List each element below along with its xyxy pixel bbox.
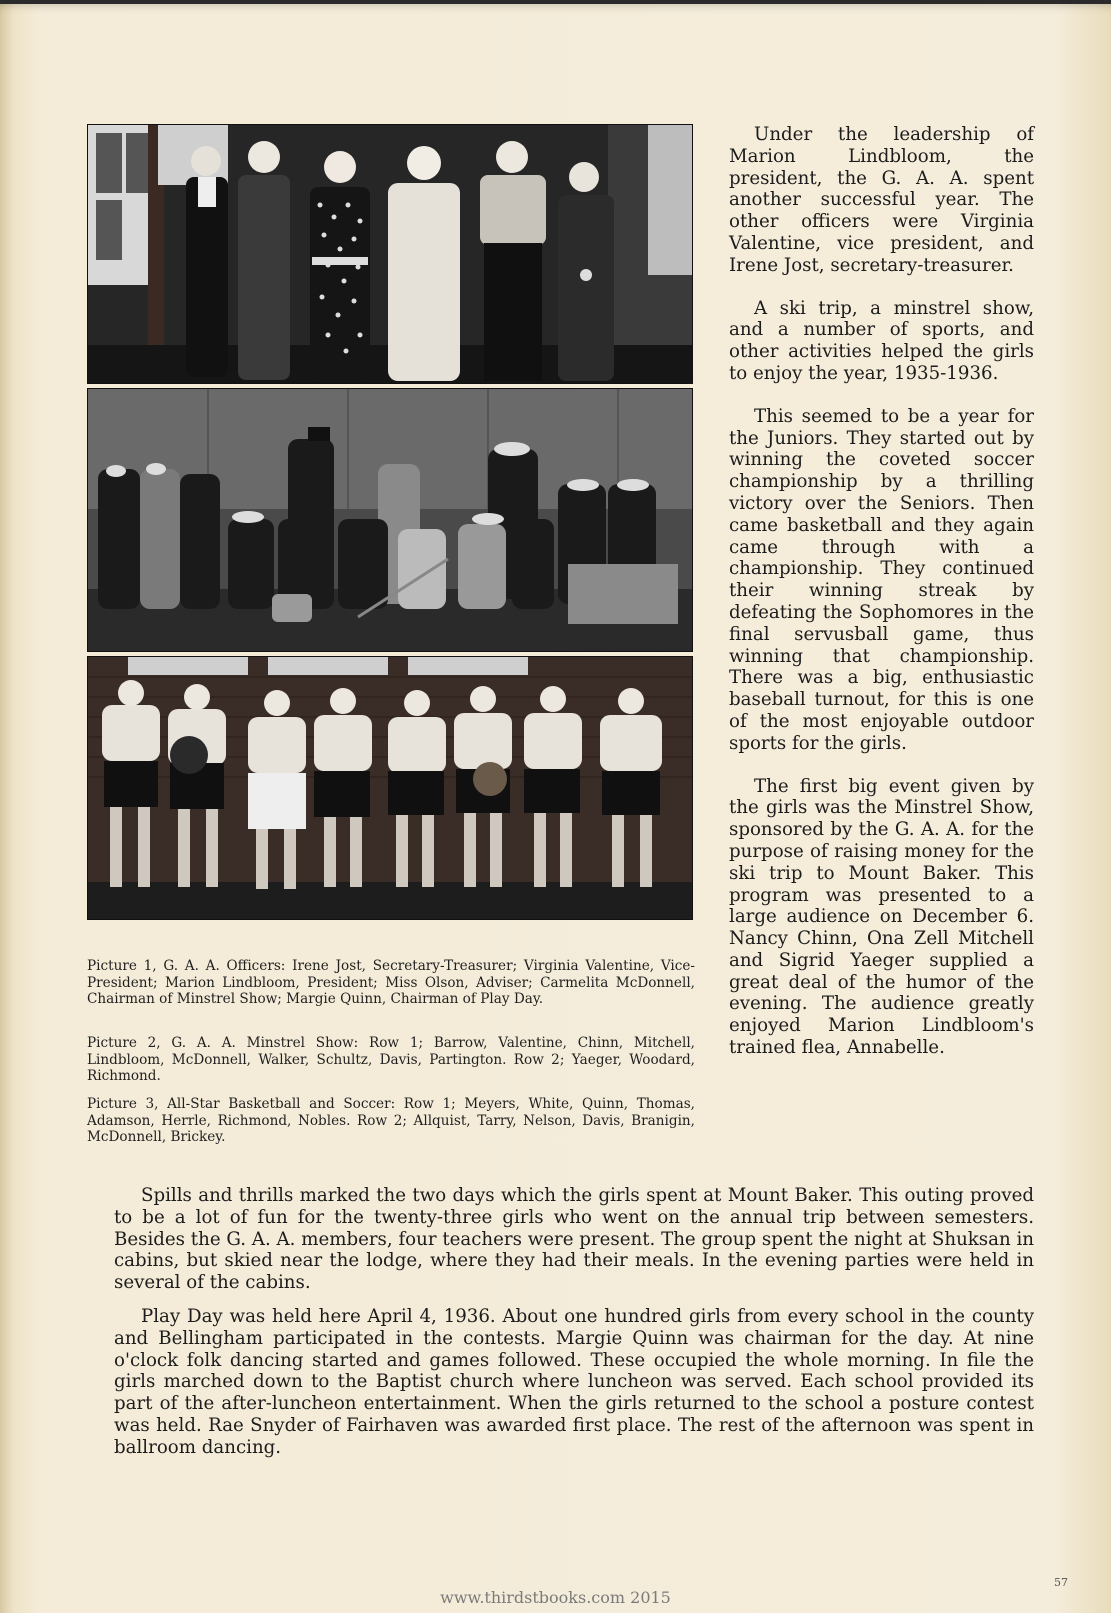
photo-minstrel-show: [87, 388, 693, 652]
bottom-text: [114, 1185, 1034, 1471]
photo-all-star-team: [87, 656, 693, 920]
paragraph-leadership: Under the leadership of Marion Lindbloom, the president, the G. A. A. spent another successful year. The other officers were Virginia Valentine, vice president, and Irene Jost, secretary-treasurer.: [729, 124, 1034, 276]
photo-stack: [87, 124, 691, 920]
watermark: www.thirdstbooks.com 2015: [440, 1588, 671, 1607]
page-number: 57: [1054, 1576, 1068, 1589]
paragraph-juniors: This seemed to be a year for the Juniors. They started out by winning the coveted soccer championship by a thrilling victory over the Seniors. Then came basketball and they again came through with a championship. They continued their winning streak by defeating the Sophomores in the final servusball game, thus winning that championship. There was a big, enthusiastic baseball turnout, for this is one of the most enjoyable outdoor sports for the girls.: [729, 405, 1034, 754]
paragraph-play-day: Play Day was held here April 4, 1936. About one hundred girls from every school in the county and Bellingham participated in the contests. Margie Quinn was chairman for the day. At nine o'clock folk dancing started and games followed. These occupied the whole morning. In file the girls marched down to the Baptist church where luncheon was served. Each school provided its part of the after-luncheon entertainment. When the girls returned to the school a posture contest was held. Rae Snyder of Fairhaven was awarded first place. The rest of the afternoon was spent in ballroom dancing.: [114, 1305, 1034, 1458]
paragraph-mount-baker: Spills and thrills marked the two days which the girls spent at Mount Baker. This outing proved to be a lot of fun for the twenty-three girls who went on the annual trip between semesters. Besides the G. A. A. members, four teachers were present. The group spent the night at Shuksan in cabins, but skied near the lodge, where they had their meals. In the evening parties were held in several of the cabins.: [114, 1185, 1035, 1294]
paragraph-minstrel-show: The first big event given by the girls was the Minstrel Show, sponsored by the G. A. A. for the purpose of raising money for the ski trip to Mount Baker. This program was presented to a large audience on December 6. Nancy Chinn, Ona Zell Mitchell and Sigrid Yaeger supplied a great deal of the humor of the evening. The audience greatly enjoyed Marion Lindbloom's trained flea, Annabelle.: [729, 775, 1034, 1059]
right-column-text: [729, 124, 1034, 1080]
caption-picture-2: Picture 2, G. A. A. Minstrel Show: Row 1; Barrow, Valentine, Chinn, Mitchell, Lindbloom, McDonnell, Walker, Schultz, Davis, Partington. Row 2; Yaeger, Woodard, Richmond.: [87, 1035, 695, 1084]
caption-picture-1: Picture 1, G. A. A. Officers: Irene Jost, Secretary-Treasurer; Virginia Valentine, Vice-President; Marion Lindbloom, President; Miss Olson, Adviser; Carmelita McDonnell, Chairman of Minstrel Show; Margie Quinn, Chairman of Play Day.: [87, 958, 695, 1007]
caption-picture-3: Picture 3, All-Star Basketball and Soccer: Row 1; Meyers, White, Quinn, Thomas, Adamson, Herrle, Richmond, Nobles. Row 2; Allquist, Tarry, Nelson, Davis, Branigin, McDonnell, Brickey.: [87, 1096, 695, 1145]
paragraph-activities: A ski trip, a minstrel show, and a number of sports, and other activities helped the girls to enjoy the year, 1935-1936.: [729, 297, 1034, 384]
photo-gaa-officers: [87, 124, 693, 384]
